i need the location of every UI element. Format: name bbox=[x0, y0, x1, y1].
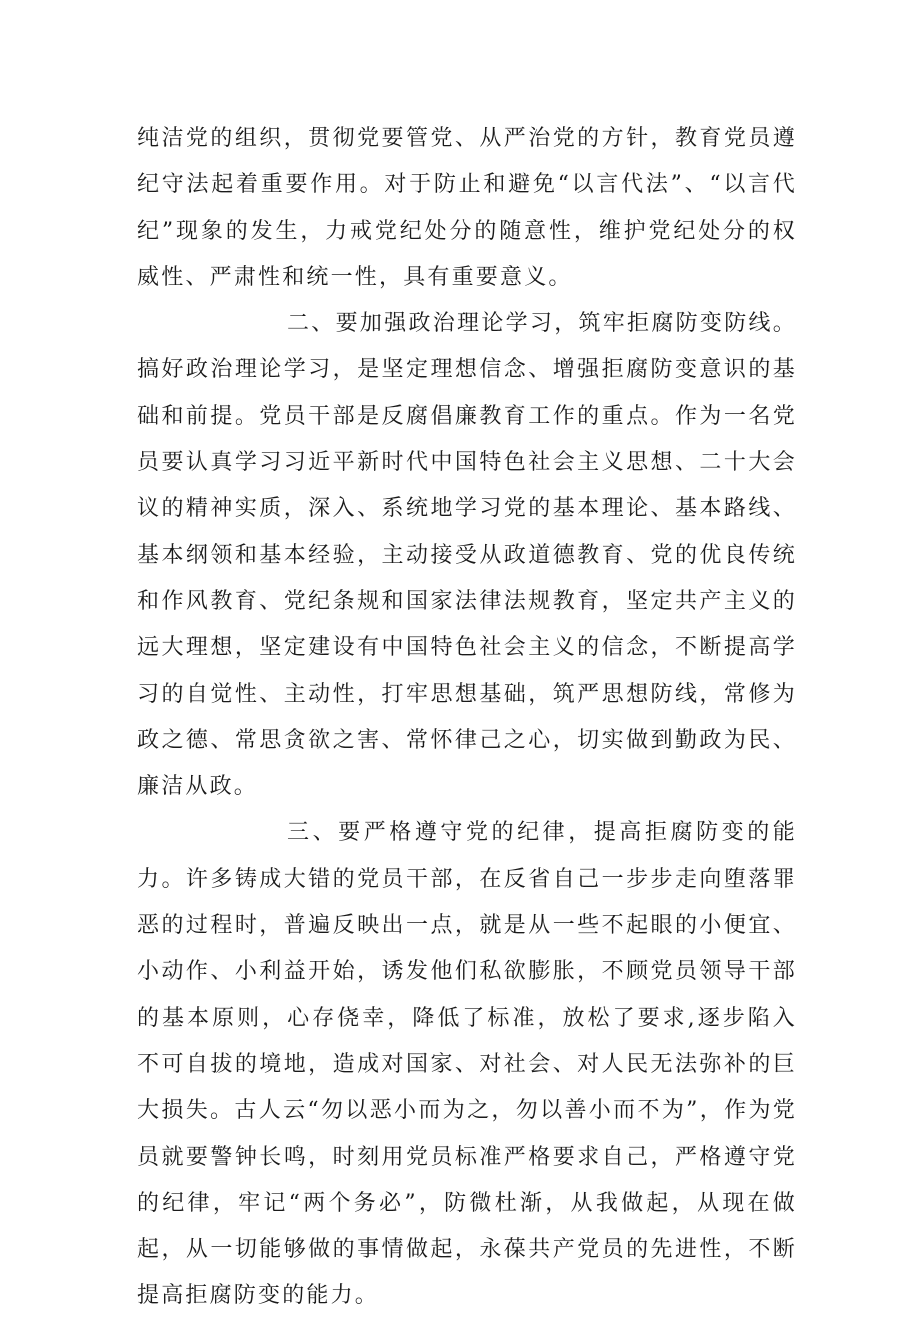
paragraph-section-two: 二、要加强政治理论学习，筑牢拒腐防变防线。搞好政治理论学习，是坚定理想信念、增强拒腐防变意识的基础和前提。党员干部是反腐倡廉教育工作的重点。作为一名党员要认真学习习近平新时代中国特色社会主义思想、二十大会议的精神实质，深入、系统地学习党的基本理论、基本路线、基本纲领和基本经验，主动接受从政道德教育、党的优良传统和作风教育、党纪条规和国家法律法规教育，坚定共产主义的远大理想，坚定建设有中国特色社会主义的信念，不断提高学习的自觉性、主动性，打牢思想基础，筑严思想防线，常修为政之德、常思贪欲之害、常怀律己之心，切实做到勤政为民、廉洁从政。 bbox=[137, 311, 797, 800]
document-body bbox=[137, 116, 797, 1320]
paragraph-continuation: 纯洁党的组织，贯彻党要管党、从严治党的方针，教育党员遵纪守法起着重要作用。对于防止和避免“以言代法”、“以言代纪”现象的发生，力戒党纪处分的随意性，维护党纪处分的权威性、严肃性和统一性，具有重要意义。 bbox=[137, 126, 797, 290]
paragraph-section-three: 三、要严格遵守党的纪律，提高拒腐防变的能力。许多铸成大错的党员干部，在反省自己一步步走向堕落罪恶的过程时，普遍反映出一点，就是从一些不起眼的小便宜、小动作、小利益开始，诱发他们私欲膨胀，不顾党员领导干部的基本原则，心存侥幸，降低了标准，放松了要求,逐步陷入不可自拔的境地，造成对国家、对社会、对人民无法弥补的巨大损失。古人云“勿以恶小而为之，勿以善小而不为”，作为党员就要警钟长鸣，时刻用党员标准严格要求自己，严格遵守党的纪律，牢记“两个务必”，防微杜渐，从我做起，从现在做起，从一切能够做的事情做起，永葆共产党员的先进性，不断提高拒腐防变的能力。 bbox=[137, 820, 797, 1309]
